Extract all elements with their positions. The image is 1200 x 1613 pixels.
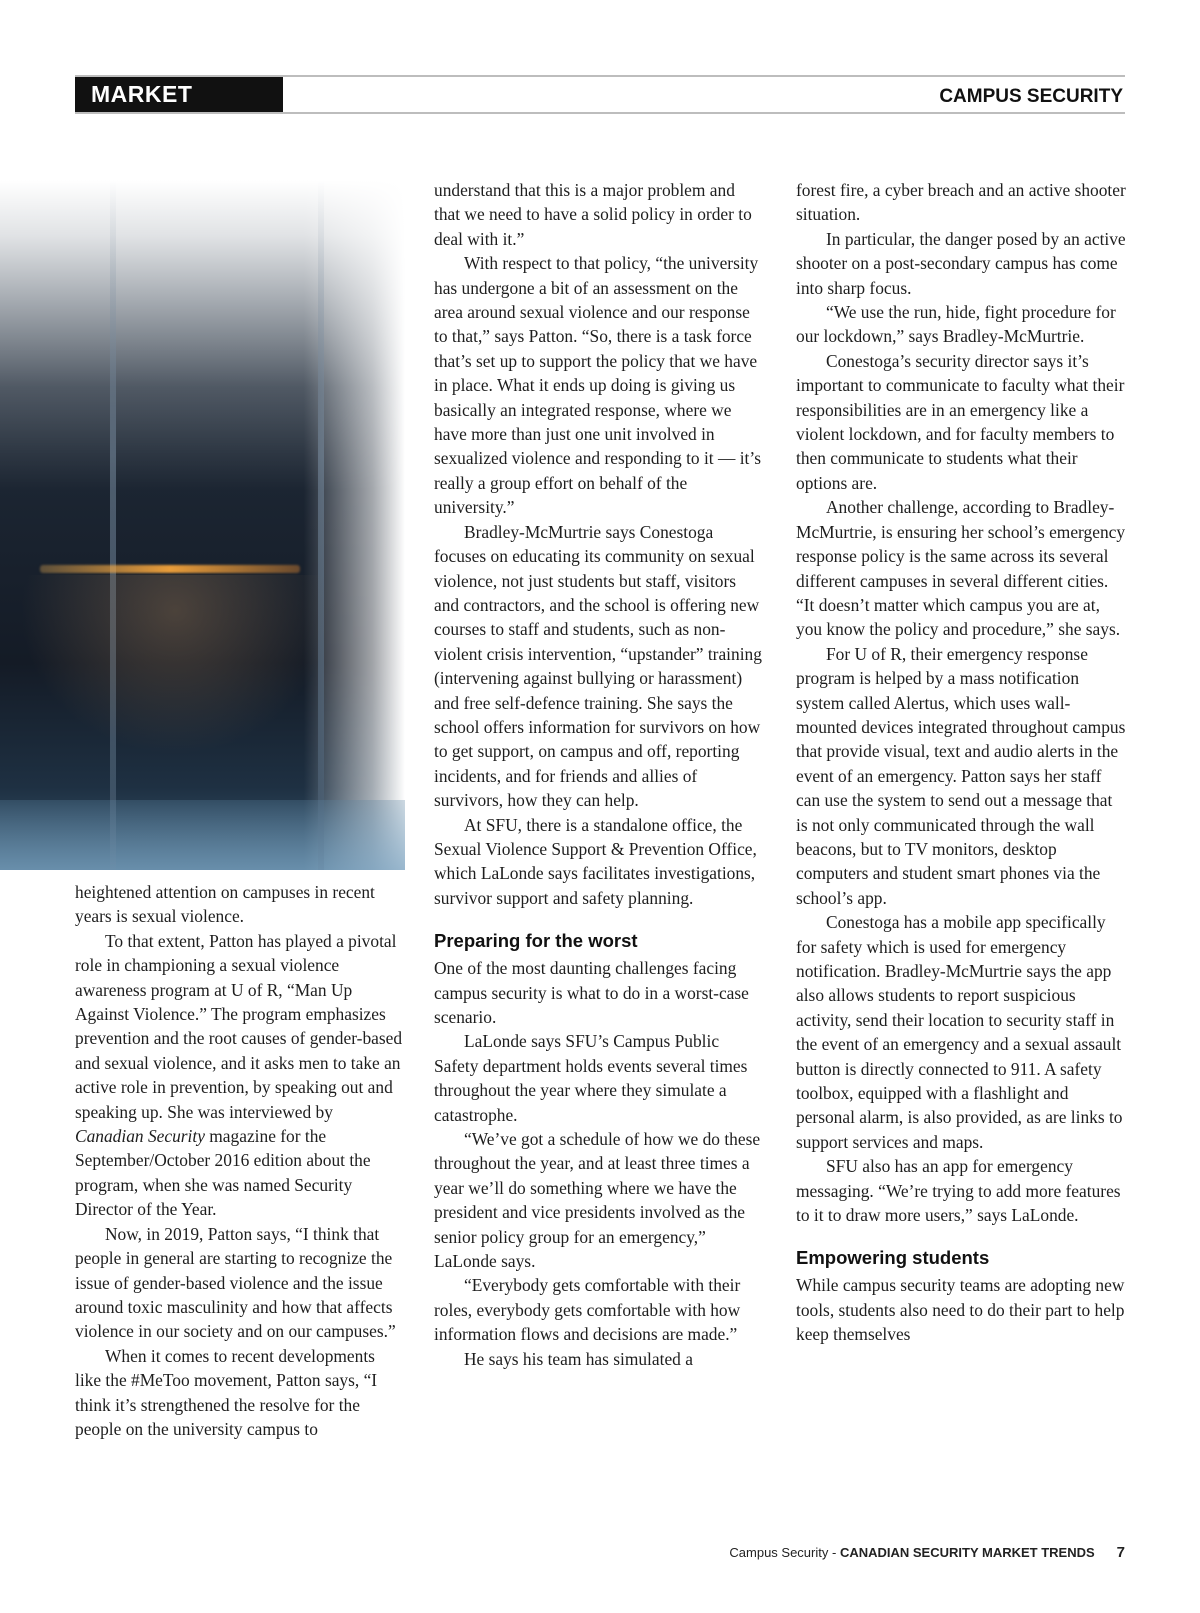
floor-reflection	[0, 800, 405, 870]
paragraph: understand that this is a major problem and that we need to have a solid policy in order to deal with it.”	[434, 180, 752, 249]
paragraph: “We’ve got a schedule of how we do these throughout the year, and at least three times a year we’ll do something where we have the president and vice presidents involved as the senior policy group for an emergency,” LaLonde says.	[434, 1129, 761, 1272]
paragraph: One of the most daunting challenges facing campus security is what to do in a worst-case scenario.	[434, 958, 749, 1027]
paragraph: Now, in 2019, Patton says, “I think that people in general are starting to recognize the issue of gender-based violence and the issue around toxic masculinity and how that affects violence in our society and on our campuses.”	[75, 1223, 396, 1342]
paragraph: Conestoga has a mobile app specifically for safety which is used for emergency notification. Bradley-McMurtrie says the app also allows students to report suspicious activity, send their location to security staff in the event of an emergency and a sexual assault button is directly connected to 911. A safety toolbox, equipped with a flashlight and personal alarm, is also provided, as are links to support services and maps.	[796, 912, 1123, 1152]
paragraph: For U of R, their emergency response program is helped by a mass notification system called Alertus, which uses wall-mounted devices integrated throughout campus that provide visual, text and audio alerts in the event of an emergency. Patton says her staff can use the system to send out a message that is not only communicated through the wall beacons, but to TV monitors, desktop computers and student smart phones via the school’s app.	[796, 643, 1126, 908]
paragraph: Another challenge, according to Bradley-McMurtrie, is ensuring her school’s emergency response policy is the same across its several different campuses in several different cities. “It doesn’t matter which campus you are at, you know the policy and procedure,” she says.	[796, 497, 1126, 640]
paragraph: Bradley-McMurtrie says Conestoga focuses on educating its community on sexual violence, not just students but staff, visitors and contractors, and the school is offering new courses to staff and students, such as non-violent crisis intervention, “upstander” training (intervening against bullying or harassment) and free self-defence training. She says the school offers information for survivors on how to get support, on campus and off, reporting incidents, and for friends and allies of survivors, how they can help.	[434, 521, 762, 811]
header-rule-bottom	[75, 112, 1125, 114]
article-column-2	[434, 178, 764, 1371]
topic-label: CAMPUS SECURITY	[939, 86, 1123, 107]
subheading: Empowering students	[796, 1247, 990, 1269]
paragraph: With respect to that policy, “the university has undergone a bit of an assessment on the area around sexual violence and our response to that,” says Patton. “So, there is a task force that’s set up to support the policy that we have in place. What it ends up doing is giving us basically an integrated response, where we have more than just one unit involved in sexualized violence and responding to it — it’s really a group effort on behalf of the university.”	[434, 253, 761, 518]
article-column-3	[796, 178, 1126, 1347]
paragraph	[75, 929, 405, 1222]
interior-glow	[20, 575, 330, 755]
window-frame	[110, 180, 116, 870]
paragraph: In particular, the danger posed by an active shooter on a post-secondary campus has come into sharp focus.	[796, 228, 1126, 298]
paragraph: He says his team has simulated a	[464, 1348, 693, 1369]
paragraph: forest fire, a cyber breach and an active shooter situation.	[796, 180, 1126, 225]
subheading: Preparing for the worst	[434, 930, 638, 952]
page-footer	[729, 1544, 1125, 1561]
paragraph: At SFU, there is a standalone office, the Sexual Violence Support & Prevention Office, which LaLonde says facilitates investigations, survivor support and safety planning.	[434, 814, 757, 908]
paragraph: LaLonde says SFU’s Campus Public Safety department holds events several times throughout the year where they simulate a catastrophe.	[434, 1031, 748, 1125]
paragraph: “We use the run, hide, fight procedure for our lockdown,” says Bradley-McMurtrie.	[796, 302, 1116, 347]
page-number: 7	[1116, 1544, 1125, 1561]
paragraph: While campus security teams are adopting new tools, students also need to do their part to help keep themselves	[796, 1275, 1125, 1345]
magazine-title: Canadian Security	[75, 1126, 205, 1147]
article-column-1	[75, 880, 405, 1441]
paragraph: Conestoga’s security director says it’s important to communicate to faculty what their responsibilities are in an emergency like a violent lockdown, and for faculty members to then communicate to students what their options are.	[796, 350, 1125, 493]
interior-light	[40, 565, 300, 573]
footer-publication: CANADIAN SECURITY MARKET TRENDS	[839, 1545, 1095, 1560]
paragraph: “Everybody gets comfortable with their roles, everybody gets comfortable with how information flows and decisions are made.”	[434, 1275, 741, 1345]
paragraph: SFU also has an app for emergency messaging. “We’re trying to add more features to it to draw more users,” says LaLonde.	[796, 1156, 1121, 1226]
paragraph: heightened attention on campuses in recent years is sexual violence.	[75, 882, 375, 927]
window-frame	[318, 180, 324, 870]
paragraph-text: magazine for the September/October 2016 edition about the program, when she was named Security Director of the Year.	[75, 1126, 371, 1220]
section-tag: MARKET TRENDS	[75, 77, 283, 112]
campus-building-photo	[0, 180, 405, 870]
paragraph: When it comes to recent developments like the #MeToo movement, Patton says, “I think it’s strengthened the resolve for the people on the university campus to	[75, 1345, 378, 1439]
paragraph-text: To that extent, Patton has played a pivotal role in championing a sexual violence awareness program at U of R, “Man Up Against Violence.” The program emphasizes prevention and the root causes of gender-based and sexual violence, and it asks men to take an active role in prevention, by speaking out and speaking up. She was interviewed by	[75, 930, 403, 1122]
footer-section: Campus Security -	[729, 1545, 840, 1560]
